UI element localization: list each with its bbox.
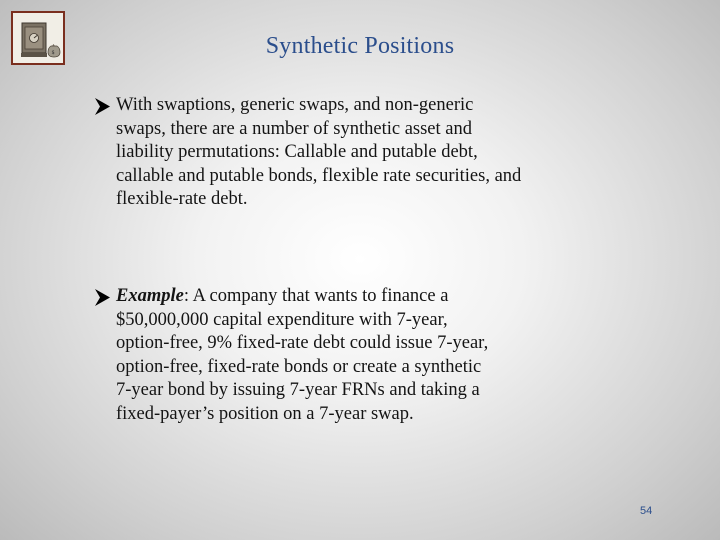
svg-text:$: $ <box>51 50 55 56</box>
example-label: Example <box>116 286 184 306</box>
slide-title: Synthetic Positions <box>265 33 455 59</box>
bullet-1-line-5: flexible-rate debt. <box>116 189 248 210</box>
bullet-paragraph-1 <box>116 94 676 212</box>
bullet-2-line-6: fixed-payer’s position on a 7-year swap. <box>116 403 414 424</box>
bullet-1-line-3: liability permutations: Callable and putable debt, <box>116 142 478 163</box>
page-number: 54 <box>640 505 653 517</box>
bullet-2-line-3: option-free, 9% fixed-rate debt could issue 7-year, <box>116 333 489 354</box>
bullet-marker-1 <box>95 98 110 115</box>
bullet-2-line-4: option-free, fixed-rate bonds or create a synthetic <box>116 356 482 377</box>
bullet-1-line-2: swaps, there are a number of synthetic asset and <box>116 118 472 139</box>
bullet-1-line-1: With swaptions, generic swaps, and non-generic <box>116 95 474 115</box>
bullet-2-line-5: 7-year bond by issuing 7-year FRNs and taking a <box>116 380 480 401</box>
example-label-suffix: : A company that wants to finance a <box>183 286 449 306</box>
bullet-2-line-1 <box>116 285 676 309</box>
bullet-paragraph-2 <box>116 285 676 427</box>
bullet-1-line-4: callable and putable bonds, flexible rate securities, and <box>116 165 522 186</box>
arrowhead-bullet-icon <box>95 289 110 306</box>
bullet-2-line-2: $50,000,000 capital expenditure with 7-year, <box>116 309 448 330</box>
bullet-marker-2 <box>95 289 110 306</box>
arrowhead-bullet-icon <box>95 98 110 115</box>
